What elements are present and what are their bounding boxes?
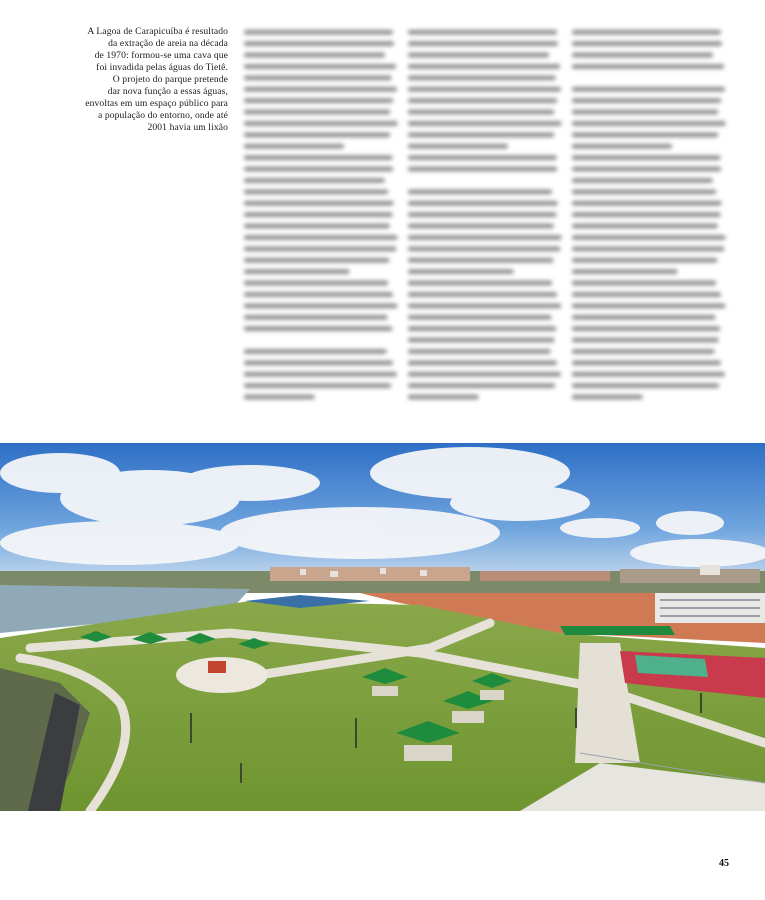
blurred-line [408,281,552,286]
blurred-line [244,235,397,240]
blurred-line [244,155,393,160]
caption-line: dar nova função a essas águas, [107,86,228,97]
blurred-line [572,361,721,366]
blurred-line [244,110,390,115]
blurred-line [572,110,718,115]
page-number: 45 [719,858,729,869]
blurred-line [572,395,643,400]
blurred-line [244,121,398,126]
blurred-lines [408,26,563,411]
blurred-line [244,269,350,274]
park-aerial-image [0,443,765,811]
caption-line: a população do entorno, onde até [97,110,228,121]
blurred-line [244,315,388,320]
blurred-line [408,133,554,138]
blurred-line [408,167,557,172]
blurred-line [244,224,390,229]
blurred-line [408,53,549,58]
blurred-line [572,247,724,252]
blurred-line [244,349,387,354]
blurred-line [572,338,719,343]
blurred-line [244,64,396,69]
blurred-line [408,292,557,297]
blurred-line [244,326,392,331]
blurred-line [408,224,554,229]
blurred-line [244,53,385,58]
blurred-line [408,338,555,343]
blurred-line [572,41,722,46]
blurred-line [244,190,388,195]
blurred-line [244,304,397,309]
blurred-line [572,349,715,354]
blurred-line [408,110,554,115]
blurred-line [572,235,725,240]
blurred-line [244,76,392,81]
blurred-line [408,87,561,92]
blurred-line [244,41,394,46]
blurred-line [572,155,721,160]
blurred-line [408,304,561,309]
blurred-line [408,247,560,252]
blurred-line [408,190,552,195]
blurred-line [408,144,508,149]
blurred-line [244,395,315,400]
caption-line: O projeto do parque pretende [112,74,228,85]
blurred-line [572,281,716,286]
blurred-line [572,315,716,320]
blurred-line [408,383,555,388]
blurred-line [244,292,393,297]
blurred-line [572,212,720,217]
blurred-line [408,258,553,263]
caption [62,26,228,134]
blurred-line [572,167,721,172]
blurred-line [408,372,561,377]
blurred-lines [572,26,727,411]
caption-line: de 1970: formou-se uma cava que [94,50,228,61]
blurred-line [244,361,393,366]
blurred-text-column [572,26,727,411]
caption-line: envoltas em um espaço público para [85,98,228,109]
blurred-line [244,30,393,35]
blurred-line [408,98,557,103]
blurred-line [244,178,385,183]
park-photo [0,443,765,811]
blurred-line [572,190,716,195]
blurred-line [244,87,397,92]
blurred-line [244,98,393,103]
blurred-line [408,121,562,126]
caption-line: foi invadida pelas águas do Tietê. [96,62,228,73]
blurred-line [408,155,557,160]
caption-line: 2001 havia um lixão [147,122,228,133]
blurred-line [408,64,560,69]
blurred-line [408,326,556,331]
blurred-line [244,372,397,377]
blurred-line [244,133,390,138]
blurred-line [408,235,561,240]
blurred-line [572,258,717,263]
blurred-line [572,326,720,331]
blurred-line [244,167,393,172]
blurred-line [408,201,558,206]
blurred-lines [244,26,399,411]
caption-line: da extração de areia na década [108,38,228,49]
blurred-line [408,76,556,81]
blurred-line [408,41,558,46]
blurred-line [572,372,725,377]
blurred-line [572,292,721,297]
blurred-line [572,64,724,69]
blurred-line [572,178,713,183]
blurred-line [408,30,557,35]
blurred-line [244,201,394,206]
blurred-line [572,144,672,149]
blurred-line [572,121,726,126]
blurred-line [572,87,725,92]
blurred-line [572,133,718,138]
blurred-line [408,315,552,320]
blurred-line [572,201,722,206]
blurred-line [244,258,389,263]
blurred-line [408,361,557,366]
blurred-line [408,212,556,217]
blurred-line [244,247,396,252]
blurred-line [572,30,721,35]
blurred-line [408,349,551,354]
blurred-line [244,383,391,388]
blurred-line [572,98,721,103]
blurred-line [244,144,344,149]
blurred-text-column [408,26,563,411]
blurred-line [572,53,713,58]
blurred-line [244,212,392,217]
blurred-line [572,383,719,388]
blurred-line [408,269,514,274]
caption-line: A Lagoa de Carapicuíba é resultado [87,26,228,37]
blurred-line [408,395,479,400]
blurred-text-column [244,26,399,411]
blurred-line [244,281,388,286]
blurred-line [572,269,678,274]
blurred-line [572,304,725,309]
blurred-line [572,224,718,229]
